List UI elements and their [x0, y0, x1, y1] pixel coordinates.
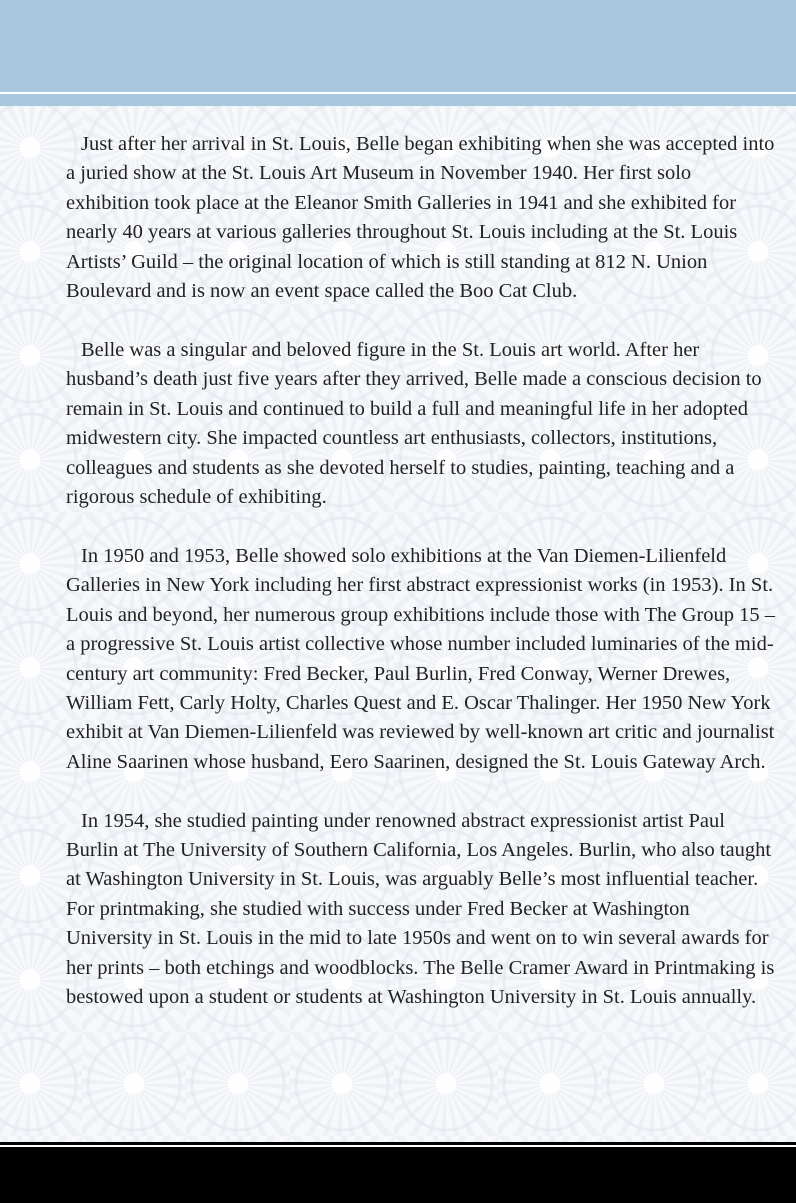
paragraph-art-world: Belle was a singular and beloved figure in the St. Louis art world. After her husband’s death just five years after they arrived, Belle made a conscious decision to remain in St. Louis and continued to build a full and meaningful life in her adopted midwestern city. She impacted countless art enthusiasts, collectors, institutions, colleagues and students as she devoted herself to studies, painting, teaching and a rigorous schedule of exhibiting. — [66, 338, 762, 508]
paragraph-studies: In 1954, she studied painting under renowned abstract expressionist artist Paul Burlin at The University of Southern California, Los Angeles. Burlin, who also taught at Washington University in St. Louis, was arguably Belle’s most influential teacher. For printmaking, she studied with success under Fred Becker at Washington University in St. Louis in the mid to late 1950s and went on to win several awards for her prints – both etchings and woodblocks. The Belle Cramer Award in Printmaking is bestowed upon a student or students at Washington University in St. Louis annually. — [66, 809, 775, 1009]
paragraph-solo-exhibitions: In 1950 and 1953, Belle showed solo exhibitions at the Van Diemen-Lilienfeld Galleries in New York including her first abstract expressionist works (in 1953). In St. Louis and beyond, her numerous group exhibitions include those with The Group 15 – a progressive St. Louis artist collective whose number included luminaries of the mid-century art community: Fred Becker, Paul Burlin, Fred Conway, Werner Drewes, William Fett, Carly Holty, Charles Quest and E. Oscar Thalinger. Her 1950 New York exhibit at Van Diemen-Lilienfeld was reviewed by well-known art critic and journalist Aline Saarinen whose husband, Eero Saarinen, designed the St. Louis Gateway Arch. — [66, 544, 776, 773]
article-body — [66, 130, 776, 1042]
header-sub-band — [0, 94, 796, 106]
header-band — [0, 0, 796, 92]
footer-band — [0, 1147, 796, 1203]
paragraph-exhibiting: Just after her arrival in St. Louis, Belle began exhibiting when she was accepted into a juried show at the St. Louis Art Museum in November 1940. Her first solo exhibition took place at the Eleanor Smith Galleries in 1941 and she exhibited for nearly 40 years at various galleries throughout St. Louis including at the St. Louis Artists’ Guild – the original location of which is still standing at 812 N. Union Boulevard and is now an event space called the Boo Cat Club. — [66, 133, 775, 303]
